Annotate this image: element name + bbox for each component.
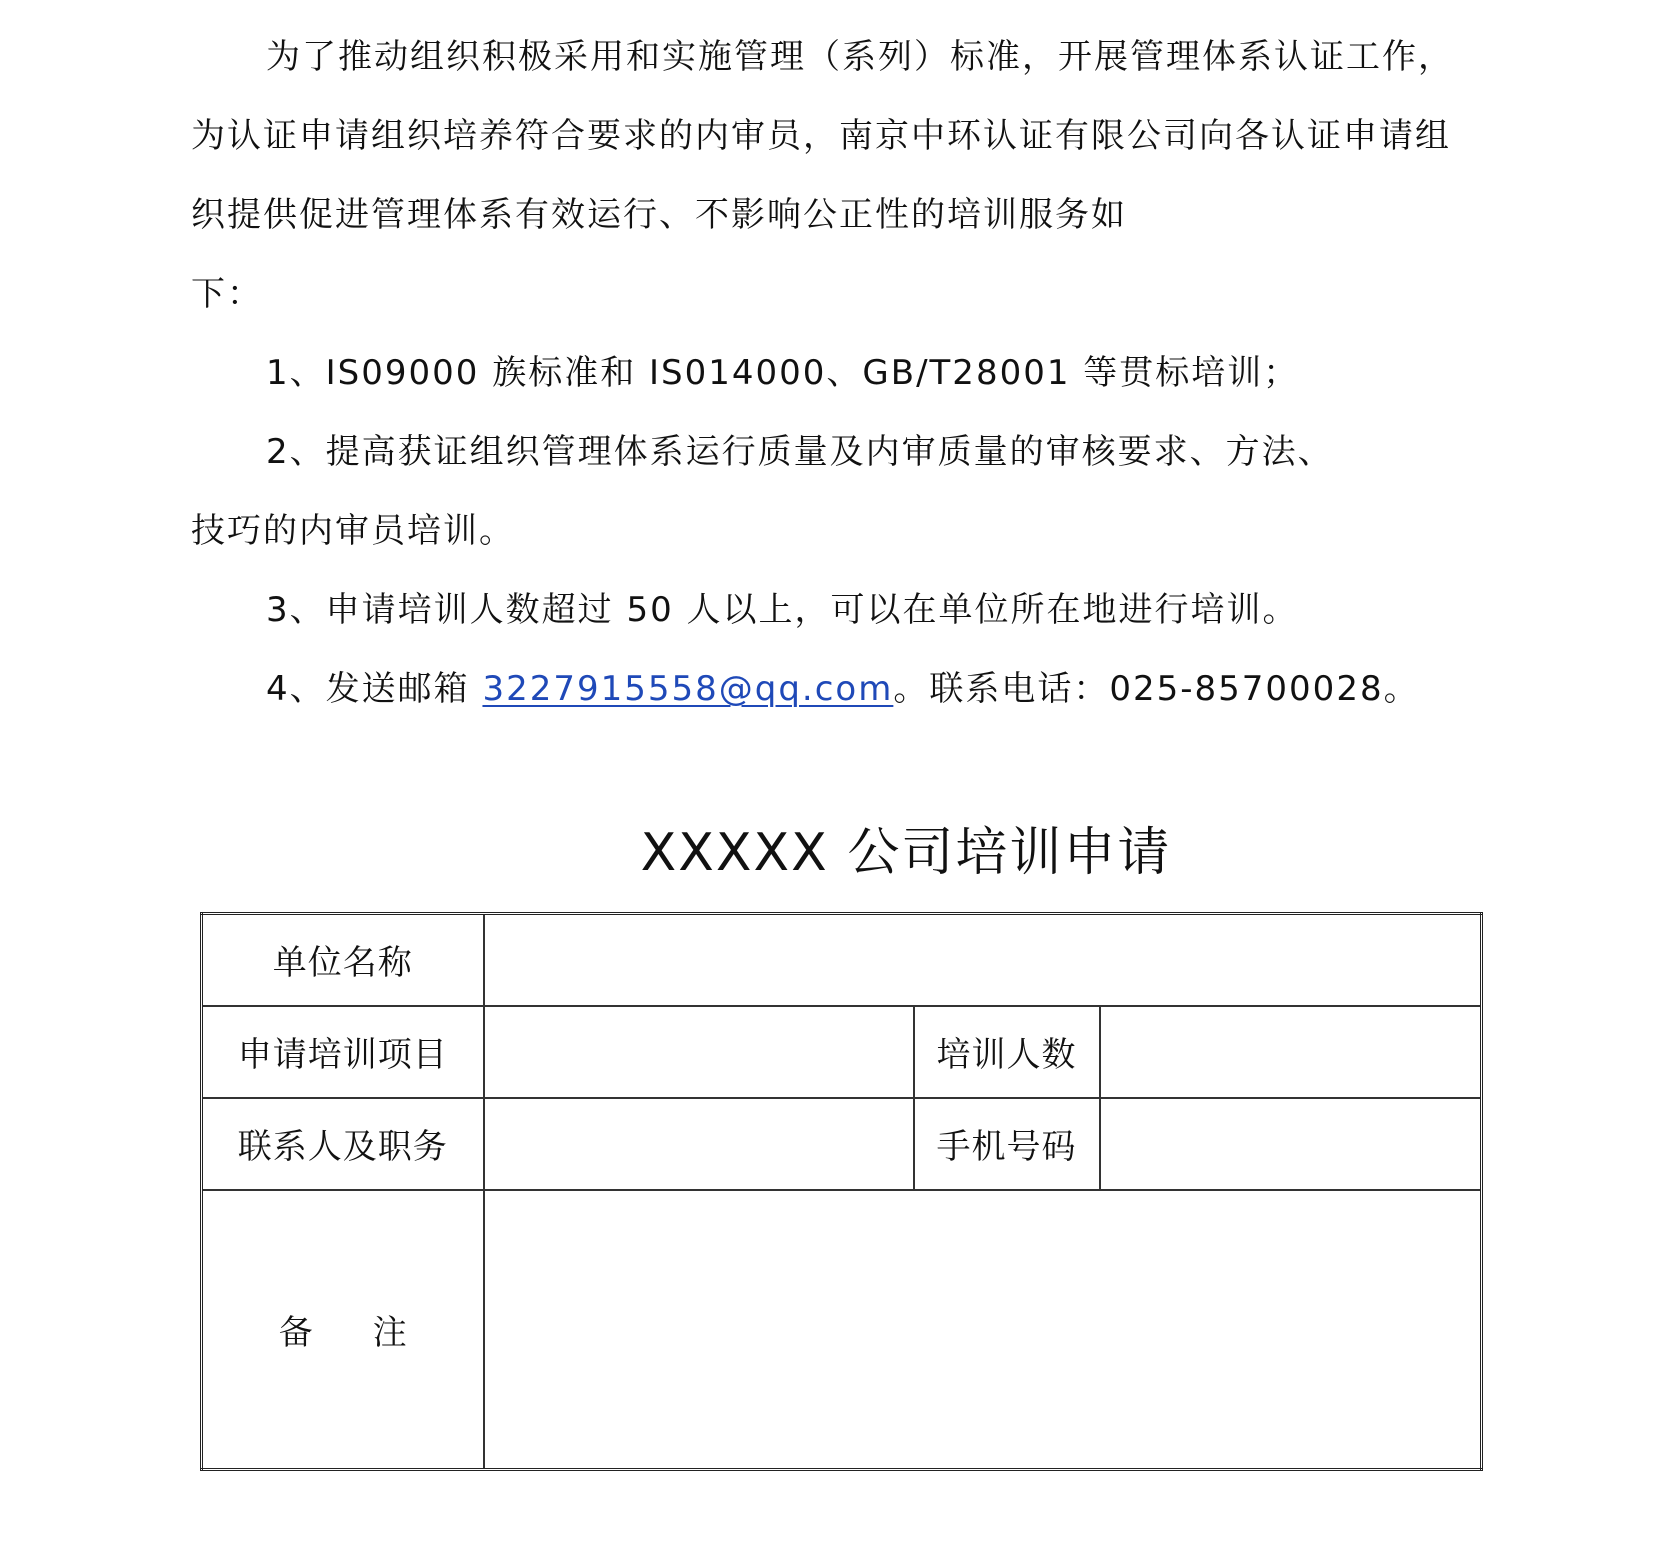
service-item-1: 1、IS09000 族标准和 IS014000、GB/T28001 等贯标培训；: [266, 353, 1300, 393]
remarks-field[interactable]: [484, 1190, 1482, 1470]
form-row-remarks: [202, 1190, 1482, 1470]
service-item-4: [191, 650, 1481, 729]
contact-person-field[interactable]: [484, 1098, 914, 1190]
trainee-count-label: 培训人数: [914, 1006, 1100, 1098]
contact-person-label: 联系人及职务: [202, 1098, 484, 1190]
email-link[interactable]: 3227915558@qq.com: [482, 669, 894, 709]
org-name-field[interactable]: [484, 914, 1482, 1006]
intro-paragraph-text: 为了推动组织积极采用和实施管理（系列）标准，开展管理体系认证工作，为认证申请组织培养符合要求的内审员，南京中环认证有限公司向各认证申请组织提供促进管理体系有效运行、不影响公正性的培训服务如: [191, 37, 1454, 235]
service-item-4-suffix: 。联系电话：025-85700028。: [893, 669, 1420, 709]
service-item-4-prefix: 4、发送邮箱: [266, 669, 483, 709]
intro-text: [191, 18, 1481, 729]
training-application-form: [200, 912, 1483, 1471]
training-item-field[interactable]: [484, 1006, 914, 1098]
form-title: XXXXX 公司培训申请: [640, 823, 1172, 883]
intro-paragraph: [191, 18, 1481, 255]
service-item-2-continued: 技巧的内审员培训。: [191, 511, 515, 551]
service-item-3: 3、申请培训人数超过 50 人以上，可以在单位所在地进行培训。: [266, 590, 1299, 630]
form-row-contact: [202, 1098, 1482, 1190]
mobile-label: 手机号码: [914, 1098, 1100, 1190]
intro-paragraph-end: 下：: [191, 274, 263, 314]
remarks-label: 备注: [202, 1190, 484, 1470]
service-item-2: 2、提高获证组织管理体系运行质量及内审质量的审核要求、方法、: [266, 432, 1334, 472]
trainee-count-field[interactable]: [1100, 1006, 1482, 1098]
mobile-field[interactable]: [1100, 1098, 1482, 1190]
org-name-label: 单位名称: [202, 914, 484, 1006]
form-row-training: [202, 1006, 1482, 1098]
form-row-org: [202, 914, 1482, 1006]
training-item-label: 申请培训项目: [202, 1006, 484, 1098]
